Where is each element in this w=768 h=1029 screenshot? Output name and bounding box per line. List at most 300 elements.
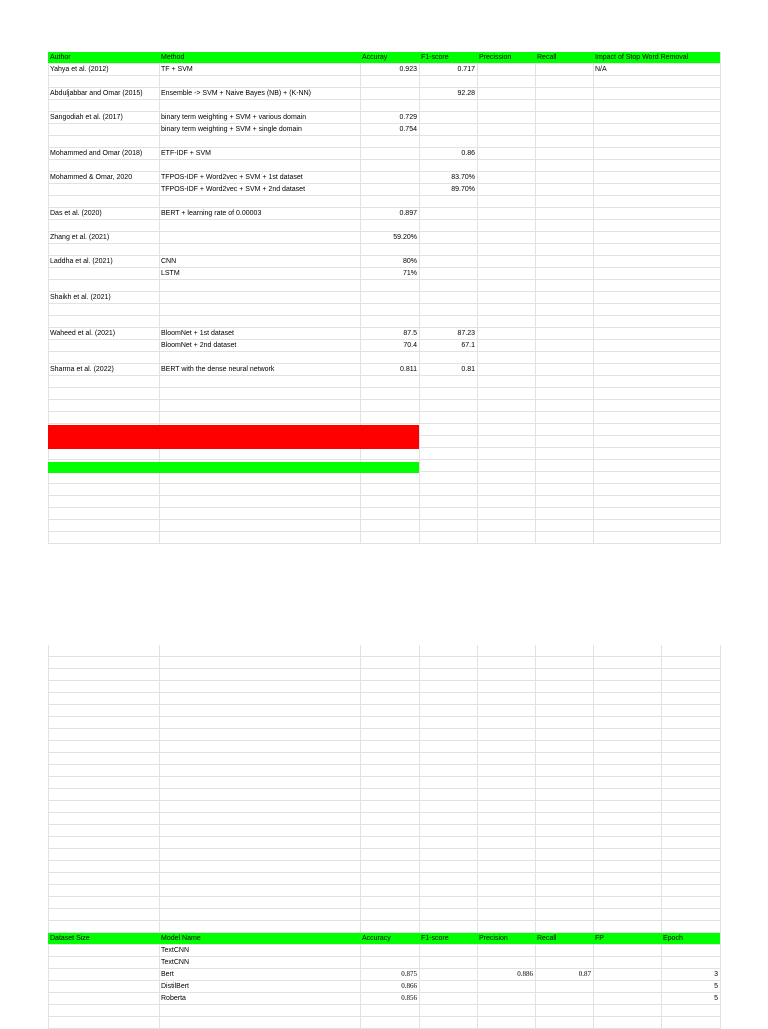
table-cell[interactable] (159, 400, 360, 411)
table-cell[interactable] (419, 316, 477, 327)
table-cell[interactable] (159, 1017, 360, 1028)
table-cell[interactable] (535, 424, 593, 435)
table-cell[interactable] (419, 232, 477, 243)
table-cell[interactable] (593, 436, 720, 447)
table-cell[interactable] (360, 352, 419, 363)
table-cell[interactable] (159, 472, 360, 483)
table-cell[interactable] (535, 64, 593, 75)
table-cell[interactable]: 70.4 (403, 342, 417, 349)
table-cell[interactable] (535, 532, 593, 543)
table-cell[interactable] (360, 412, 419, 423)
table-cell[interactable] (419, 472, 477, 483)
table-cell[interactable]: Yahya et al. (2012) (50, 66, 109, 73)
table-cell[interactable] (419, 993, 477, 1004)
table-cell[interactable] (159, 220, 360, 231)
table-cell[interactable]: 0.866 (401, 982, 417, 990)
table-cell[interactable] (593, 76, 720, 87)
table-cell[interactable] (535, 436, 593, 447)
table-cell[interactable] (593, 280, 720, 291)
table-cell[interactable] (159, 100, 360, 111)
table-cell[interactable] (477, 993, 535, 1004)
table-cell[interactable] (593, 993, 661, 1004)
table-cell[interactable] (535, 232, 593, 243)
table-cell[interactable] (419, 220, 477, 231)
table-cell[interactable] (593, 136, 720, 147)
table-cell[interactable] (419, 160, 477, 171)
table-cell[interactable] (48, 124, 159, 135)
table-cell[interactable] (48, 945, 159, 956)
table-cell[interactable]: N/A (595, 66, 607, 73)
table-cell[interactable] (360, 76, 419, 87)
table-cell[interactable] (535, 316, 593, 327)
table-cell[interactable] (535, 124, 593, 135)
table-cell[interactable] (48, 220, 159, 231)
table-cell[interactable] (477, 64, 535, 75)
table-cell[interactable] (477, 136, 535, 147)
table-cell[interactable]: 5 (714, 995, 718, 1002)
table-cell[interactable] (360, 945, 419, 956)
table-cell[interactable] (593, 376, 720, 387)
table-cell[interactable] (159, 352, 360, 363)
table-cell[interactable] (419, 388, 477, 399)
table-cell[interactable] (419, 256, 477, 267)
table-cell[interactable] (593, 352, 720, 363)
header-cell[interactable]: Precision (477, 933, 535, 944)
header-cell[interactable]: Recall (535, 933, 593, 944)
table-cell[interactable] (419, 124, 477, 135)
table-cell[interactable] (535, 160, 593, 171)
header-cell[interactable]: Epoch (661, 933, 720, 944)
table-cell[interactable] (593, 292, 720, 303)
table-cell[interactable]: ETF-IDF + SVM (161, 150, 211, 157)
table-cell[interactable] (477, 280, 535, 291)
table-cell[interactable]: 89.70% (451, 186, 475, 193)
table-cell[interactable]: 0.856 (401, 994, 417, 1002)
table-cell[interactable] (360, 220, 419, 231)
table-cell[interactable] (477, 957, 535, 968)
table-cell[interactable] (419, 1017, 477, 1028)
table-cell[interactable] (159, 244, 360, 255)
table-cell[interactable] (477, 1005, 535, 1016)
table-cell[interactable] (535, 448, 593, 459)
table-cell[interactable] (48, 316, 159, 327)
table-cell[interactable]: 87.23 (457, 330, 475, 337)
table-cell[interactable] (593, 472, 720, 483)
table-cell[interactable] (593, 304, 720, 315)
table-cell[interactable]: BERT with the dense neural network (161, 366, 275, 373)
table-cell[interactable] (535, 412, 593, 423)
table-cell[interactable] (48, 280, 159, 291)
table-cell[interactable] (159, 196, 360, 207)
table-cell[interactable] (593, 388, 720, 399)
table-cell[interactable] (48, 484, 159, 495)
table-cell[interactable] (535, 244, 593, 255)
table-cell[interactable] (419, 1005, 477, 1016)
table-cell[interactable] (419, 532, 477, 543)
table-cell[interactable] (535, 184, 593, 195)
table-cell[interactable] (593, 340, 720, 351)
table-cell[interactable] (477, 256, 535, 267)
table-cell[interactable] (48, 1005, 159, 1016)
table-cell[interactable] (477, 100, 535, 111)
table-cell[interactable] (477, 328, 535, 339)
table-cell[interactable] (477, 412, 535, 423)
table-cell[interactable] (477, 316, 535, 327)
table-cell[interactable] (661, 945, 720, 956)
table-cell[interactable] (419, 208, 477, 219)
table-cell[interactable] (593, 268, 720, 279)
table-cell[interactable]: 71% (402, 270, 417, 277)
table-cell[interactable] (593, 328, 720, 339)
header-cell[interactable]: Accuray (360, 52, 419, 63)
table-cell[interactable] (360, 532, 419, 543)
table-cell[interactable] (477, 484, 535, 495)
table-cell[interactable] (477, 945, 535, 956)
table-cell[interactable]: TextCNN (161, 959, 190, 966)
table-cell[interactable] (477, 124, 535, 135)
table-cell[interactable] (535, 136, 593, 147)
table-cell[interactable] (535, 148, 593, 159)
table-cell[interactable] (477, 76, 535, 87)
table-cell[interactable] (593, 88, 720, 99)
table-cell[interactable] (419, 196, 477, 207)
table-cell[interactable] (535, 388, 593, 399)
table-cell[interactable]: TF + SVM (161, 66, 193, 73)
table-cell[interactable] (159, 412, 360, 423)
table-cell[interactable]: 0.875 (401, 970, 417, 978)
table-cell[interactable] (419, 244, 477, 255)
table-cell[interactable]: 0.897 (399, 210, 417, 217)
table-cell[interactable] (535, 508, 593, 519)
table-cell[interactable] (360, 472, 419, 483)
table-cell[interactable] (477, 364, 535, 375)
table-cell[interactable] (535, 292, 593, 303)
table-cell[interactable] (661, 1017, 720, 1028)
table-cell[interactable] (477, 88, 535, 99)
table-cell[interactable]: Laddha et al. (2021) (50, 258, 113, 265)
table-cell[interactable] (535, 520, 593, 531)
table-cell[interactable] (419, 436, 477, 447)
header-cell[interactable]: Dataset Size (48, 933, 159, 944)
table-cell[interactable] (535, 484, 593, 495)
table-cell[interactable] (159, 1005, 360, 1016)
table-cell[interactable]: Bert (161, 971, 174, 978)
table-cell[interactable] (535, 88, 593, 99)
table-cell[interactable] (593, 484, 720, 495)
table-cell[interactable] (593, 124, 720, 135)
table-cell[interactable] (159, 448, 360, 459)
table-cell[interactable] (661, 1005, 720, 1016)
table-cell[interactable]: Das et al. (2020) (50, 210, 102, 217)
table-cell[interactable] (593, 244, 720, 255)
table-cell[interactable] (419, 981, 477, 992)
table-cell[interactable]: 5 (714, 983, 718, 990)
table-cell[interactable] (535, 1005, 593, 1016)
table-cell[interactable]: TFPOS-IDF + Word2vec + SVM + 2nd dataset (161, 186, 306, 193)
table-cell[interactable] (535, 364, 593, 375)
table-cell[interactable] (535, 76, 593, 87)
table-cell[interactable] (360, 292, 419, 303)
table-cell[interactable]: 0.87 (578, 970, 591, 978)
table-cell[interactable] (48, 376, 159, 387)
table-cell[interactable] (593, 945, 661, 956)
table-cell[interactable] (360, 88, 419, 99)
table-cell[interactable] (477, 196, 535, 207)
table-cell[interactable] (48, 448, 159, 459)
table-cell[interactable] (477, 220, 535, 231)
table-cell[interactable] (661, 957, 720, 968)
table-cell[interactable] (48, 508, 159, 519)
table-cell[interactable] (360, 316, 419, 327)
table-cell[interactable] (535, 172, 593, 183)
table-cell[interactable] (535, 196, 593, 207)
table-cell[interactable] (419, 268, 477, 279)
table-cell[interactable] (593, 1017, 661, 1028)
table-cell[interactable]: Waheed et al. (2021) (50, 330, 116, 337)
table-cell[interactable] (593, 532, 720, 543)
table-cell[interactable] (477, 424, 535, 435)
table-cell[interactable] (48, 388, 159, 399)
table-cell[interactable] (593, 184, 720, 195)
table-cell[interactable] (419, 460, 477, 471)
table-cell[interactable] (535, 328, 593, 339)
table-cell[interactable]: 0.923 (399, 66, 417, 73)
header-cell[interactable]: Precission (477, 52, 535, 63)
table-cell[interactable] (535, 112, 593, 123)
table-cell[interactable] (477, 460, 535, 471)
table-cell[interactable] (159, 484, 360, 495)
table-cell[interactable] (535, 993, 593, 1004)
table-cell[interactable] (477, 532, 535, 543)
table-cell[interactable] (360, 304, 419, 315)
header-cell[interactable]: Accuracy (360, 933, 419, 944)
table-cell[interactable] (477, 112, 535, 123)
table-cell[interactable] (159, 304, 360, 315)
table-cell[interactable] (360, 508, 419, 519)
table-cell[interactable] (535, 400, 593, 411)
table-cell[interactable] (48, 1017, 159, 1028)
table-cell[interactable] (535, 981, 593, 992)
table-cell[interactable] (535, 304, 593, 315)
table-cell[interactable] (159, 376, 360, 387)
table-cell[interactable]: 0.717 (457, 66, 475, 73)
table-cell[interactable] (593, 424, 720, 435)
table-cell[interactable] (477, 376, 535, 387)
table-cell[interactable] (360, 388, 419, 399)
table-cell[interactable]: CNN (161, 258, 177, 265)
table-cell[interactable] (593, 448, 720, 459)
table-cell[interactable] (477, 160, 535, 171)
table-cell[interactable] (593, 100, 720, 111)
table-cell[interactable] (419, 76, 477, 87)
table-cell[interactable] (419, 969, 477, 980)
table-cell[interactable] (419, 376, 477, 387)
table-cell[interactable]: 59.20% (393, 234, 417, 241)
table-cell[interactable]: 0.886 (517, 970, 533, 978)
table-cell[interactable] (535, 220, 593, 231)
table-cell[interactable] (48, 400, 159, 411)
table-cell[interactable] (535, 280, 593, 291)
table-cell[interactable]: Sangodiah et al. (2017) (50, 114, 123, 121)
table-cell[interactable]: 0.754 (399, 126, 417, 133)
table-cell[interactable]: binary term weighting + SVM + single domain (161, 126, 302, 133)
table-cell[interactable] (159, 496, 360, 507)
table-cell[interactable] (360, 184, 419, 195)
table-cell[interactable] (48, 268, 159, 279)
table-cell[interactable] (477, 1017, 535, 1028)
table-cell[interactable] (159, 292, 360, 303)
table-cell[interactable] (419, 484, 477, 495)
table-cell[interactable]: 3 (714, 971, 718, 978)
table-cell[interactable] (360, 196, 419, 207)
table-cell[interactable] (419, 508, 477, 519)
table-cell[interactable] (360, 1005, 419, 1016)
table-cell[interactable]: BERT + learning rate of 0.00003 (161, 210, 262, 217)
table-cell[interactable] (419, 136, 477, 147)
table-cell[interactable] (159, 160, 360, 171)
table-cell[interactable] (535, 268, 593, 279)
table-cell[interactable] (593, 412, 720, 423)
table-cell[interactable]: 80% (402, 258, 417, 265)
table-cell[interactable]: Mohammed & Omar, 2020 (50, 174, 133, 181)
table-cell[interactable] (477, 400, 535, 411)
table-cell[interactable] (48, 136, 159, 147)
table-cell[interactable] (593, 969, 661, 980)
table-cell[interactable] (360, 148, 419, 159)
table-cell[interactable] (477, 472, 535, 483)
table-cell[interactable] (360, 400, 419, 411)
table-cell[interactable] (48, 957, 159, 968)
table-cell[interactable] (593, 220, 720, 231)
table-cell[interactable] (593, 364, 720, 375)
table-cell[interactable] (360, 520, 419, 531)
table-cell[interactable] (419, 352, 477, 363)
table-cell[interactable] (535, 100, 593, 111)
table-cell[interactable] (419, 424, 477, 435)
table-cell[interactable] (48, 532, 159, 543)
table-cell[interactable] (159, 76, 360, 87)
table-cell[interactable] (419, 100, 477, 111)
table-cell[interactable] (360, 957, 419, 968)
table-cell[interactable] (477, 172, 535, 183)
table-cell[interactable] (477, 436, 535, 447)
table-cell[interactable] (593, 148, 720, 159)
table-cell[interactable] (159, 280, 360, 291)
table-cell[interactable]: DistilBert (161, 983, 190, 990)
table-cell[interactable] (535, 945, 593, 956)
table-cell[interactable] (477, 981, 535, 992)
table-cell[interactable] (535, 208, 593, 219)
table-cell[interactable] (48, 244, 159, 255)
table-cell[interactable] (419, 292, 477, 303)
table-cell[interactable] (477, 208, 535, 219)
table-cell[interactable]: 83.70% (451, 174, 475, 181)
table-cell[interactable] (593, 496, 720, 507)
table-cell[interactable] (419, 448, 477, 459)
table-cell[interactable] (593, 196, 720, 207)
table-cell[interactable]: 0.729 (399, 114, 417, 121)
table-cell[interactable] (419, 304, 477, 315)
table-cell[interactable] (360, 280, 419, 291)
table-cell[interactable] (477, 340, 535, 351)
table-cell[interactable] (48, 412, 159, 423)
table-cell[interactable] (593, 256, 720, 267)
header-cell[interactable]: Author (48, 52, 159, 63)
table-cell[interactable]: Shaikh et al. (2021) (50, 294, 111, 301)
header-cell[interactable]: Model Name (159, 933, 360, 944)
table-cell[interactable] (360, 244, 419, 255)
table-cell[interactable] (477, 244, 535, 255)
table-cell[interactable] (535, 256, 593, 267)
table-cell[interactable] (360, 136, 419, 147)
table-cell[interactable] (593, 160, 720, 171)
table-cell[interactable] (159, 232, 360, 243)
table-cell[interactable] (593, 400, 720, 411)
table-cell[interactable] (360, 484, 419, 495)
table-cell[interactable] (593, 460, 720, 471)
table-cell[interactable] (360, 1017, 419, 1028)
table-cell[interactable] (419, 520, 477, 531)
table-cell[interactable] (419, 945, 477, 956)
table-cell[interactable] (419, 280, 477, 291)
table-cell[interactable]: 87.5 (403, 330, 417, 337)
table-cell[interactable] (477, 388, 535, 399)
header-cell[interactable]: F1-score (419, 52, 477, 63)
table-cell[interactable]: Mohammed and Omar (2018) (50, 150, 143, 157)
table-cell[interactable] (159, 532, 360, 543)
table-cell[interactable] (477, 268, 535, 279)
table-cell[interactable] (360, 172, 419, 183)
table-cell[interactable]: TFPOS-IDF + Word2vec + SVM + 1st dataset (161, 174, 303, 181)
table-cell[interactable] (360, 100, 419, 111)
table-cell[interactable]: 92.28 (457, 90, 475, 97)
header-cell[interactable]: Method (159, 52, 360, 63)
table-cell[interactable] (159, 508, 360, 519)
table-cell[interactable] (159, 316, 360, 327)
table-cell[interactable] (48, 160, 159, 171)
table-cell[interactable] (419, 112, 477, 123)
table-cell[interactable] (48, 352, 159, 363)
table-cell[interactable] (535, 460, 593, 471)
table-cell[interactable] (535, 496, 593, 507)
table-cell[interactable] (48, 969, 159, 980)
table-cell[interactable] (593, 172, 720, 183)
table-cell[interactable] (360, 448, 419, 459)
table-cell[interactable] (477, 496, 535, 507)
table-cell[interactable] (159, 388, 360, 399)
table-cell[interactable] (360, 496, 419, 507)
table-cell[interactable]: 0.811 (400, 366, 417, 373)
table-cell[interactable] (535, 957, 593, 968)
table-cell[interactable] (535, 376, 593, 387)
table-cell[interactable] (48, 496, 159, 507)
table-cell[interactable] (48, 520, 159, 531)
table-cell[interactable] (48, 993, 159, 1004)
table-cell[interactable] (593, 508, 720, 519)
table-cell[interactable]: Ensemble -> SVM + Naive Bayes (NB) + (K-NN) (161, 90, 311, 97)
table-cell[interactable] (48, 340, 159, 351)
table-cell[interactable] (360, 160, 419, 171)
table-cell[interactable] (477, 520, 535, 531)
table-cell[interactable]: Zhang et al. (2021) (50, 234, 110, 241)
table-cell[interactable] (419, 496, 477, 507)
table-cell[interactable] (48, 76, 159, 87)
table-cell[interactable] (535, 472, 593, 483)
table-cell[interactable] (535, 352, 593, 363)
table-cell[interactable] (477, 232, 535, 243)
table-cell[interactable] (159, 520, 360, 531)
table-cell[interactable] (477, 508, 535, 519)
